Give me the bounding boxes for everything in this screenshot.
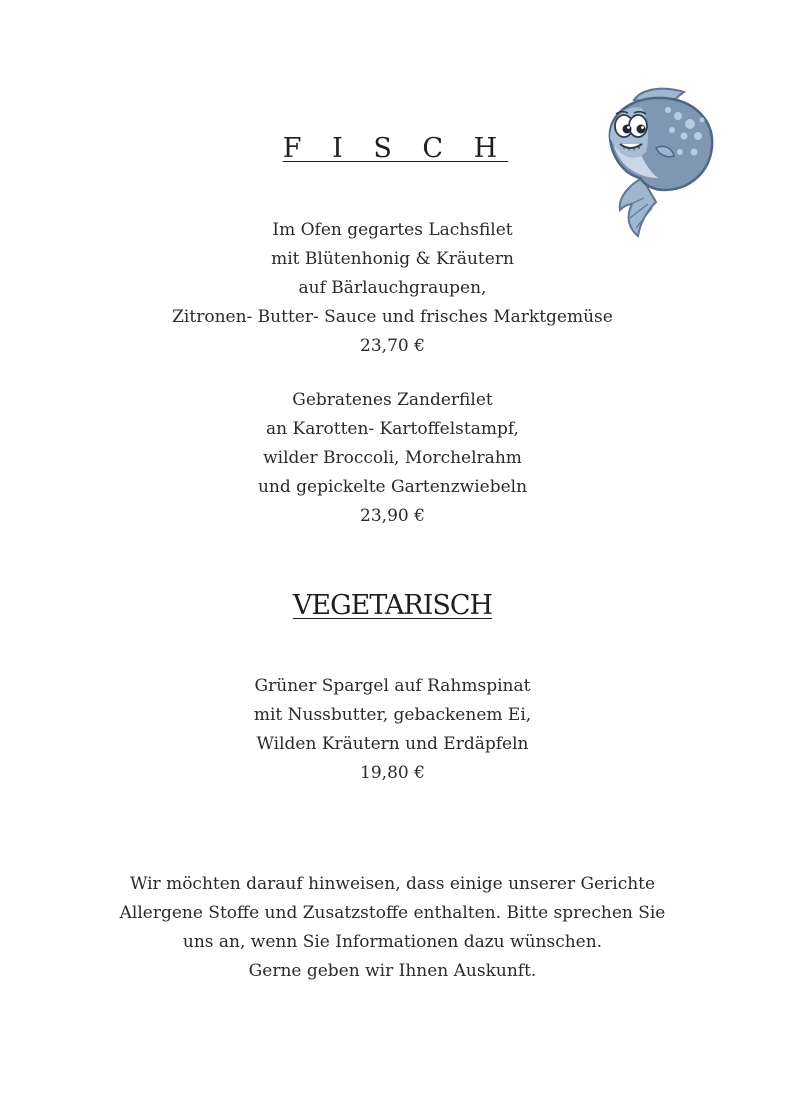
dish-line: auf Bärlauchgraupen, bbox=[298, 278, 487, 298]
dish-line: Im Ofen gegartes Lachsfilet bbox=[272, 220, 513, 240]
dish-lachsfilet bbox=[0, 216, 785, 361]
dish-price: 23,90 € bbox=[360, 506, 425, 526]
dish-price: 23,70 € bbox=[360, 336, 425, 356]
dish-price: 19,80 € bbox=[360, 763, 425, 783]
dish-line: wilder Broccoli, Morchelrahm bbox=[263, 448, 522, 468]
dish-line: und gepickelte Gartenzwiebeln bbox=[257, 477, 528, 497]
notice-line: Gerne geben wir Ihnen Auskunft. bbox=[248, 961, 537, 981]
allergen-notice bbox=[0, 870, 785, 986]
section-heading-fisch: F I S C H bbox=[282, 133, 509, 164]
dish-line: Zitronen- Butter- Sauce und frisches Marktgemüse bbox=[172, 307, 613, 327]
dish-line: Grüner Spargel auf Rahmspinat bbox=[254, 676, 531, 696]
notice-line: Wir möchten darauf hinweisen, dass einige unserer Gerichte bbox=[129, 874, 656, 894]
dish-line: Gebratenes Zanderfilet bbox=[292, 390, 493, 410]
notice-line: Allergene Stoffe und Zusatzstoffe enthalten. Bitte sprechen Sie bbox=[119, 903, 666, 923]
dish-line: mit Nussbutter, gebackenem Ei, bbox=[253, 705, 532, 725]
dish-spargel bbox=[0, 672, 785, 788]
notice-line: uns an, wenn Sie Informationen dazu wünschen. bbox=[182, 932, 603, 952]
dish-line: an Karotten- Kartoffelstampf, bbox=[266, 419, 519, 439]
dish-line: Wilden Kräutern und Erdäpfeln bbox=[256, 734, 529, 754]
section-heading-vegetarisch: VEGETARISCH bbox=[292, 590, 493, 621]
dish-line: mit Blütenhonig & Kräutern bbox=[271, 249, 514, 269]
dish-zanderfilet bbox=[0, 386, 785, 531]
